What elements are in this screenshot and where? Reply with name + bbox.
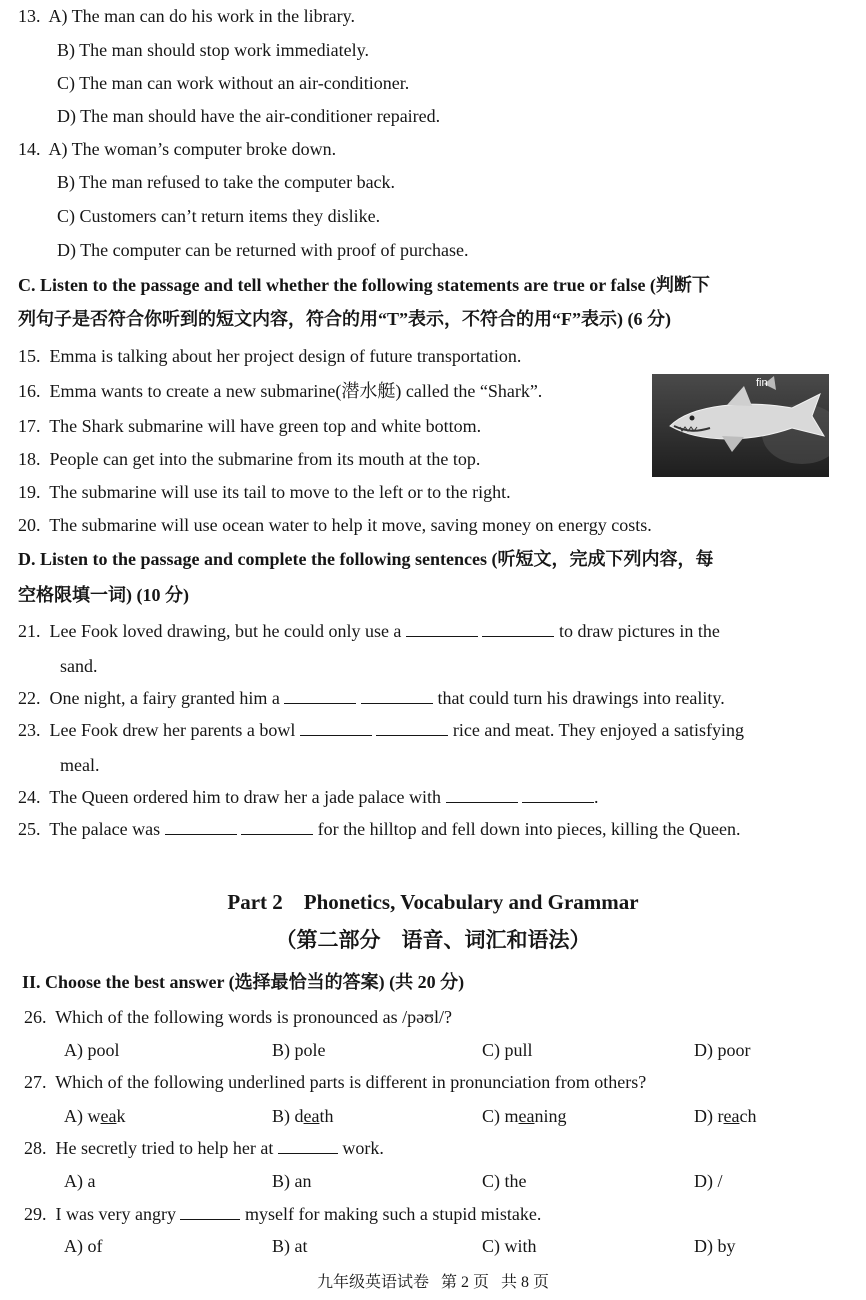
question-29-stem: 29. I was very angry myself for making such a stupid mistake. [24, 1204, 542, 1224]
section-d-heading-line1: D. Listen to the passage and complete the following sentences (听短文，完成下列内容，每 [18, 549, 714, 569]
question-28-option-a[interactable]: A) a [64, 1171, 96, 1191]
question-23-continuation: meal. [60, 755, 100, 775]
question-14-option-c: C) Customers can’t return items they dislike. [57, 206, 381, 226]
question-29-option-d[interactable]: D) by [694, 1236, 736, 1256]
question-14-option-d: D) The computer can be returned with proof of purchase. [57, 240, 469, 260]
answer-blank[interactable] [180, 1204, 240, 1220]
question-27-option-c[interactable]: C) meaning [482, 1106, 567, 1126]
question-28-option-b[interactable]: B) an [272, 1171, 312, 1191]
question-21-continuation: sand. [60, 656, 98, 676]
statement-16: 16. Emma wants to create a new submarine(潜水艇) called the “Shark”. [18, 381, 543, 401]
section-c-heading-line2: 列句子是否符合你听到的短文内容，符合的用“T”表示，不符合的用“F”表示) (6 分) [18, 309, 671, 329]
question-24: 24. The Queen ordered him to draw her a jade palace with . [18, 787, 599, 807]
question-22: 22. One night, a fairy granted him a that could turn his drawings into reality. [18, 688, 725, 708]
question-28-stem: 28. He secretly tried to help her at work. [24, 1138, 384, 1158]
question-27-option-b[interactable]: B) death [272, 1106, 334, 1126]
page-footer: 九年级英语试卷 第 2 页 共 8 页 [316, 1274, 549, 1291]
question-26-option-a[interactable]: A) pool [64, 1040, 120, 1060]
statement-17: 17. The Shark submarine will have green top and white bottom. [18, 416, 482, 436]
answer-blank[interactable] [361, 688, 433, 704]
answer-blank[interactable] [241, 819, 313, 835]
statement-18: 18. People can get into the submarine from its mouth at the top. [18, 449, 481, 469]
question-14-option-b: B) The man refused to take the computer back. [57, 172, 396, 192]
answer-blank[interactable] [165, 819, 237, 835]
question-26-option-d[interactable]: D) poor [694, 1040, 751, 1060]
question-26-option-c[interactable]: C) pull [482, 1040, 533, 1060]
section-c-heading-line1: C. Listen to the passage and tell whether the following statements are true or false (判断下 [18, 275, 710, 295]
answer-blank[interactable] [482, 621, 554, 637]
answer-blank[interactable] [300, 720, 372, 736]
answer-blank[interactable] [522, 787, 594, 803]
question-13-option-c: C) The man can work without an air-conditioner. [57, 73, 410, 93]
part-2-title: Part 2 Phonetics, Vocabulary and Grammar [227, 890, 639, 914]
question-27-option-d[interactable]: D) reach [694, 1106, 757, 1126]
answer-blank[interactable] [376, 720, 448, 736]
statement-15: 15. Emma is talking about her project design of future transportation. [18, 346, 522, 366]
shark-submarine-image [652, 374, 829, 477]
question-29-option-c[interactable]: C) with [482, 1236, 537, 1256]
answer-blank[interactable] [278, 1138, 338, 1154]
section-d-heading-line2: 空格限填一词) (10 分) [18, 585, 189, 605]
fin-label: fin [756, 377, 768, 389]
section-ii-heading: II. Choose the best answer (选择最恰当的答案) (共 20 分) [22, 972, 465, 992]
question-26-stem: 26. Which of the following words is pronounced as /pəʊl/? [24, 1007, 452, 1027]
question-29-option-a[interactable]: A) of [64, 1236, 103, 1256]
answer-blank[interactable] [446, 787, 518, 803]
question-26-option-b[interactable]: B) pole [272, 1040, 326, 1060]
question-21: 21. Lee Fook loved drawing, but he could only use a to draw pictures in the [18, 621, 720, 641]
question-23: 23. Lee Fook drew her parents a bowl rice and meat. They enjoyed a satisfying [18, 720, 744, 740]
question-27-stem: 27. Which of the following underlined parts is different in pronunciation from others? [24, 1072, 647, 1092]
question-13-option-a: 13. A) The man can do his work in the library. [18, 6, 355, 26]
answer-blank[interactable] [284, 688, 356, 704]
statement-19: 19. The submarine will use its tail to move to the left or to the right. [18, 482, 511, 502]
question-28-option-d[interactable]: D) / [694, 1171, 723, 1191]
question-27-option-a[interactable]: A) weak [64, 1106, 126, 1126]
question-13-option-b: B) The man should stop work immediately. [57, 40, 369, 60]
question-29-option-b[interactable]: B) at [272, 1236, 308, 1256]
part-2-subtitle: （第二部分 语音、词汇和语法） [275, 928, 591, 952]
answer-blank[interactable] [406, 621, 478, 637]
statement-20: 20. The submarine will use ocean water to help it move, saving money on energy costs. [18, 515, 652, 535]
question-14-option-a: 14. A) The woman’s computer broke down. [18, 139, 337, 159]
question-25: 25. The palace was for the hilltop and fell down into pieces, killing the Queen. [18, 819, 741, 839]
question-28-option-c[interactable]: C) the [482, 1171, 527, 1191]
question-13-option-d: D) The man should have the air-conditioner repaired. [57, 106, 441, 126]
